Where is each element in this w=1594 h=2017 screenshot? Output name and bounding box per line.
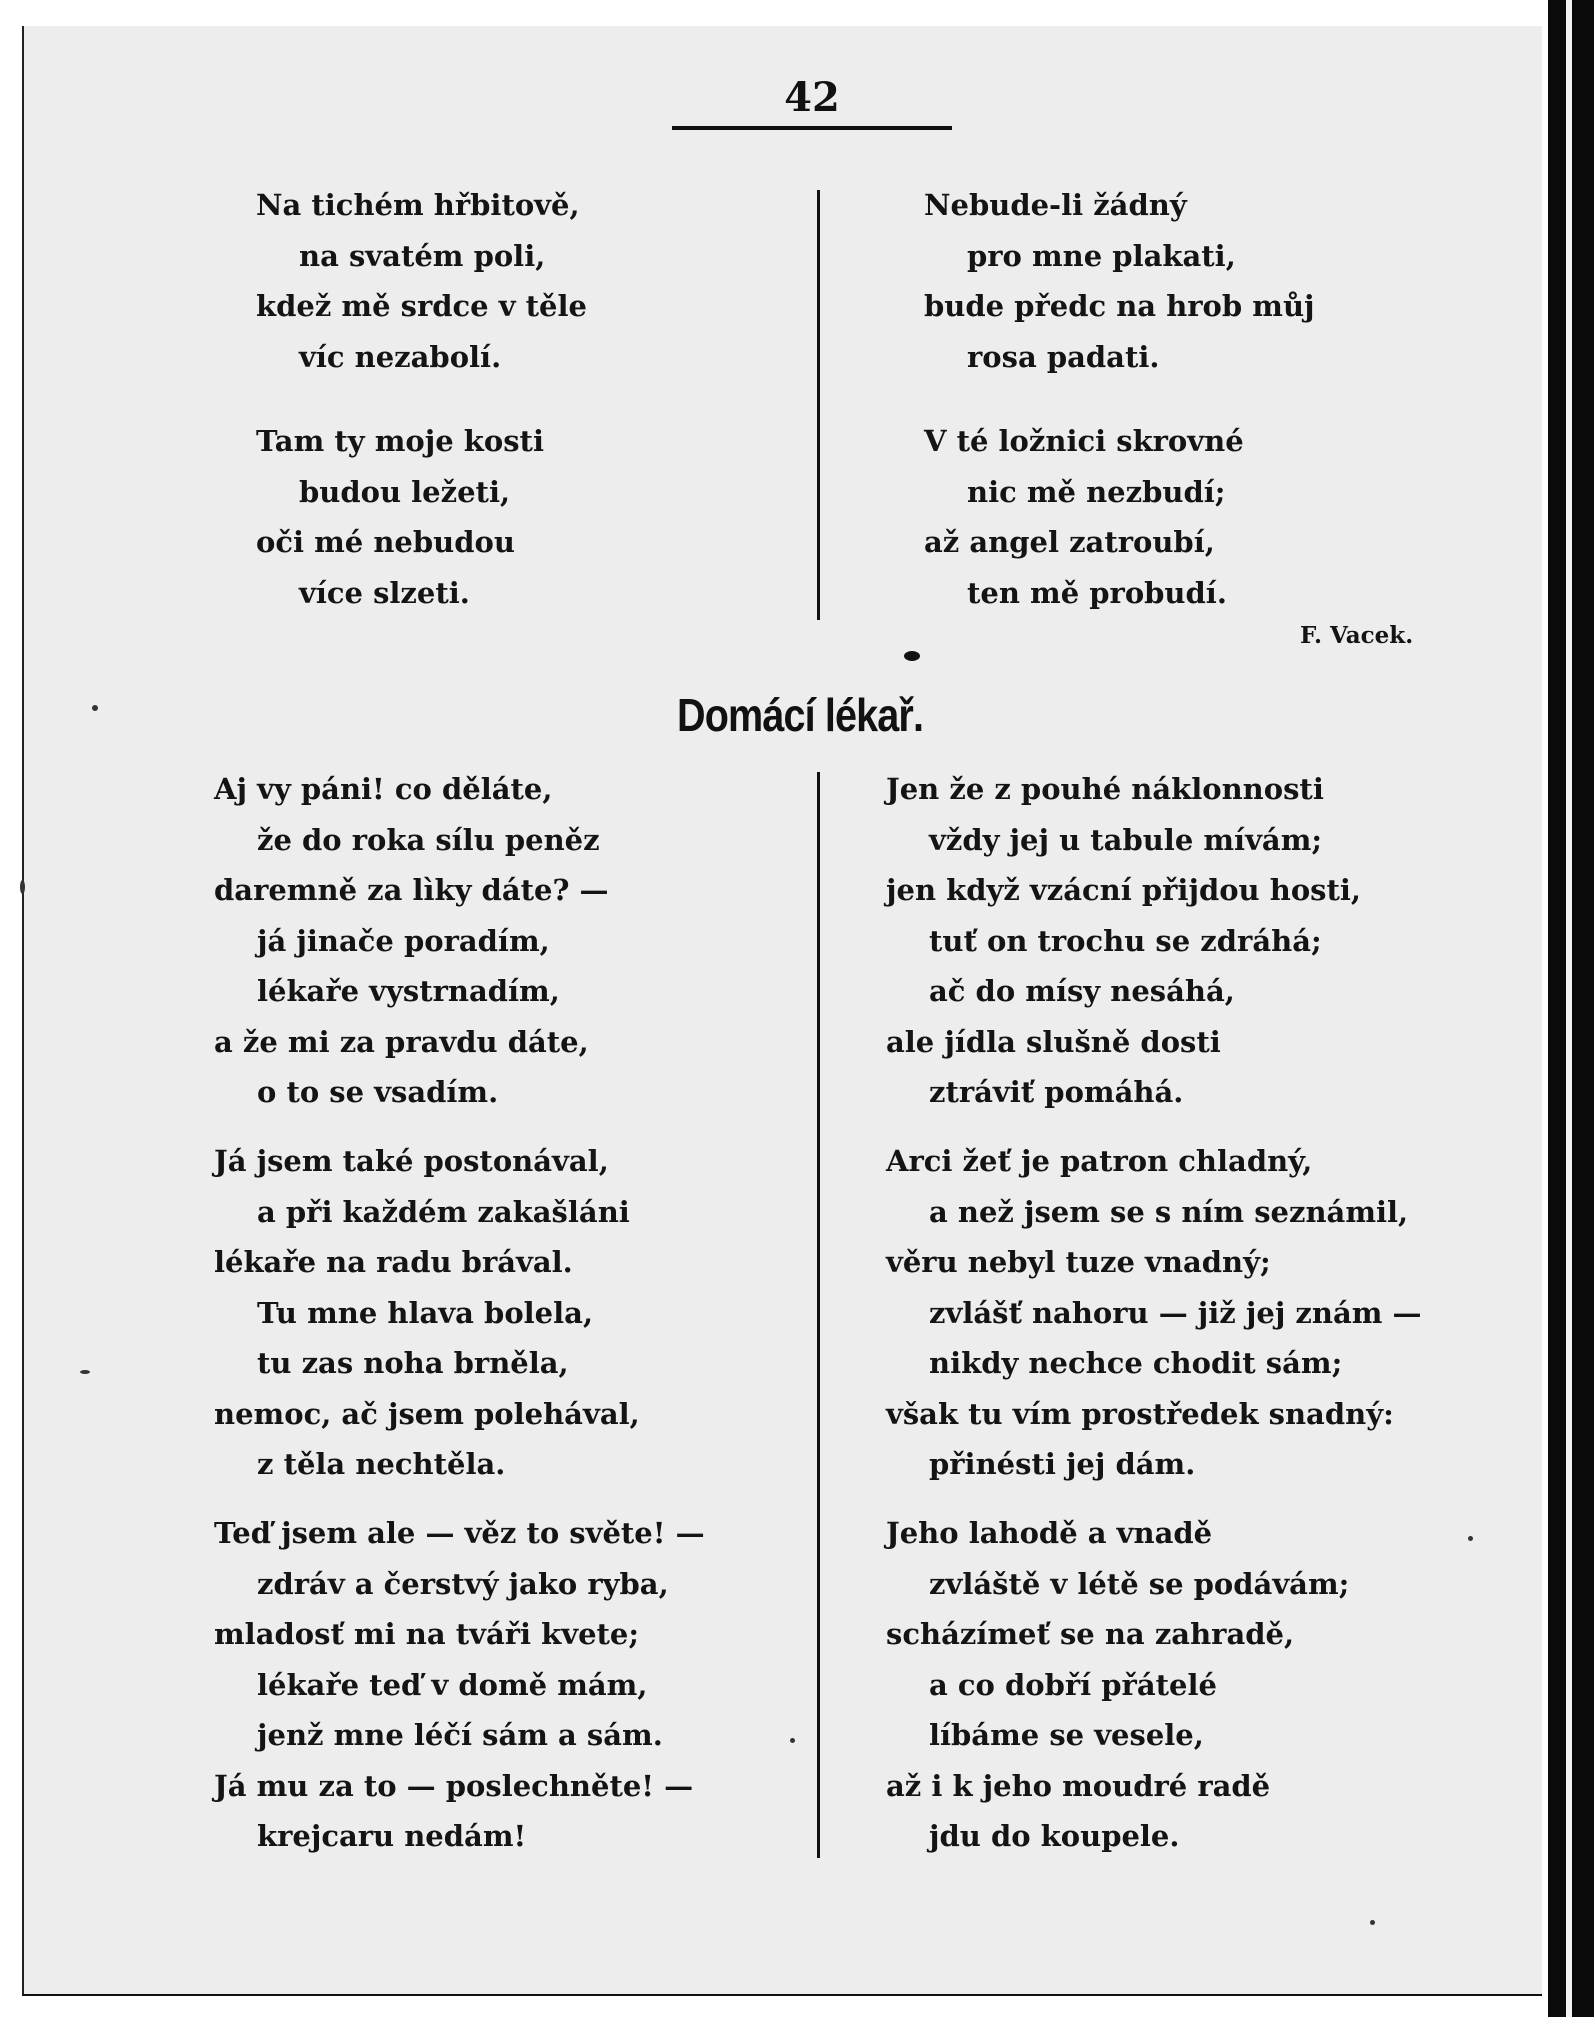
verse-line: scházímeť se na zahradě,	[886, 1617, 1295, 1651]
verse-line: a než jsem se s ním seznámil,	[929, 1194, 1409, 1229]
verse-line: Nebude-li žádný	[924, 188, 1187, 222]
verse-line: jen když vzácní přijdou hosti,	[886, 873, 1362, 907]
poem1-left-stanza-1	[256, 180, 587, 382]
verse-line: Já mu za to — poslechněte! —	[214, 1768, 694, 1803]
verse-line: Tu mne hlava bolela,	[257, 1295, 594, 1330]
verse-line: o to se vsadím.	[257, 1075, 499, 1109]
verse-line: až i k jeho moudré radě	[886, 1768, 1271, 1803]
verse-line: že do roka sílu peněz	[257, 822, 600, 857]
verse-line: věru nebyl tuze vnadný;	[886, 1245, 1271, 1279]
section-ornament	[904, 651, 920, 661]
verse-line: nemoc, ač jsem polehával,	[214, 1396, 640, 1431]
verse-line: zdráv a čerstvý jako ryba,	[257, 1566, 669, 1601]
scan-speck	[20, 880, 25, 894]
verse-line: já jinače poradím,	[257, 923, 550, 958]
scan-speck	[92, 705, 98, 711]
verse-line: na svatém poli,	[299, 238, 546, 273]
verse-line: ztráviť pomáhá.	[929, 1075, 1184, 1109]
verse-line: ale jídla slušně dosti	[886, 1024, 1221, 1059]
scan-speck	[790, 1738, 795, 1743]
poem2-right-stanza-3	[886, 1508, 1349, 1862]
poem2-left-stanza-1	[214, 764, 609, 1118]
verse-line: lékaře na radu brával.	[214, 1245, 573, 1279]
verse-line: bude předc na hrob můj	[924, 289, 1315, 323]
scan-edge-strip	[1566, 0, 1572, 2017]
verse-line: zvláště v létě se podávám;	[929, 1566, 1350, 1601]
verse-line: jdu do koupele.	[929, 1819, 1180, 1853]
verse-line: přinésti jej dám.	[929, 1447, 1196, 1481]
scan-speck	[1370, 1920, 1375, 1925]
poem2-right-stanza-2	[886, 1136, 1422, 1490]
poem1-right-stanza-2	[924, 416, 1244, 618]
page-number: 42	[784, 74, 840, 121]
verse-line: mladosť mi na tváři kvete;	[214, 1617, 640, 1651]
verse-line: ač do mísy nesáhá,	[929, 974, 1235, 1008]
verse-line: a co dobří přátelé	[929, 1667, 1217, 1702]
verse-line: pro mne plakati,	[967, 238, 1236, 273]
verse-line: Aj vy páni! co děláte,	[214, 772, 553, 806]
verse-line: Jeho lahodě a vnadě	[886, 1516, 1213, 1550]
verse-line: však tu vím prostředek snadný:	[886, 1396, 1394, 1431]
verse-line: vždy jej u tabule mívám;	[929, 822, 1323, 857]
scan-speck	[1468, 1536, 1473, 1541]
verse-line: oči mé nebudou	[256, 525, 515, 559]
column-divider-poem2	[817, 772, 820, 1858]
verse-line: líbáme se vesele,	[929, 1718, 1204, 1752]
verse-line: krejcaru nedám!	[257, 1819, 527, 1853]
verse-line: ten mě probudí.	[967, 575, 1227, 610]
poem2-left-stanza-2	[214, 1136, 640, 1490]
poem1-right-stanza-1	[924, 180, 1315, 382]
verse-line: Arci žeť je patron chladný,	[886, 1144, 1313, 1178]
verse-line: Na tichém hřbitově,	[256, 188, 580, 222]
verse-line: a že mi za pravdu dáte,	[214, 1024, 589, 1059]
verse-line: Tam ty moje kosti	[256, 424, 544, 458]
verse-line: Jen že z pouhé náklonnosti	[886, 772, 1324, 806]
verse-line: a při každém zakašláni	[257, 1194, 630, 1229]
verse-line: nic mě nezbudí;	[967, 474, 1226, 509]
column-divider-poem1	[817, 190, 820, 620]
verse-line: V té ložnici skrovné	[924, 424, 1244, 458]
scan-speck	[80, 1370, 90, 1374]
verse-line: víc nezabolí.	[299, 339, 502, 374]
verse-line: tu zas noha brněla,	[257, 1346, 569, 1380]
verse-line: Teď jsem ale — věz to světe! —	[214, 1516, 705, 1550]
poem2-left-stanza-3	[214, 1508, 705, 1862]
verse-line: kdež mě srdce v těle	[256, 289, 587, 323]
verse-line: Já jsem také postonával,	[214, 1144, 609, 1178]
verse-line: zvlášť nahoru — již jej znám —	[929, 1295, 1422, 1330]
poem1-left-stanza-2	[256, 416, 544, 618]
verse-line: tuť on trochu se zdráhá;	[929, 923, 1322, 958]
verse-line: z těla nechtěla.	[257, 1447, 506, 1481]
verse-line: až angel zatroubí,	[924, 525, 1215, 559]
verse-line: lékaře vystrnadím,	[257, 974, 560, 1008]
verse-line: daremně za lìky dáte? —	[214, 873, 609, 907]
poem2-right-stanza-1	[886, 764, 1361, 1118]
section-title: Domácí lékař.	[677, 689, 924, 741]
verse-line: jenž mne léčí sám a sám.	[257, 1718, 663, 1752]
verse-line: nikdy nechce chodit sám;	[929, 1346, 1343, 1380]
verse-line: více slzeti.	[299, 575, 470, 610]
verse-line: lékaře teď v domě mám,	[257, 1667, 648, 1702]
verse-line: rosa padati.	[967, 339, 1160, 374]
verse-line: budou ležeti,	[299, 474, 511, 509]
author-signature: F. Vacek.	[1300, 622, 1414, 649]
page-number-rule	[672, 126, 952, 130]
